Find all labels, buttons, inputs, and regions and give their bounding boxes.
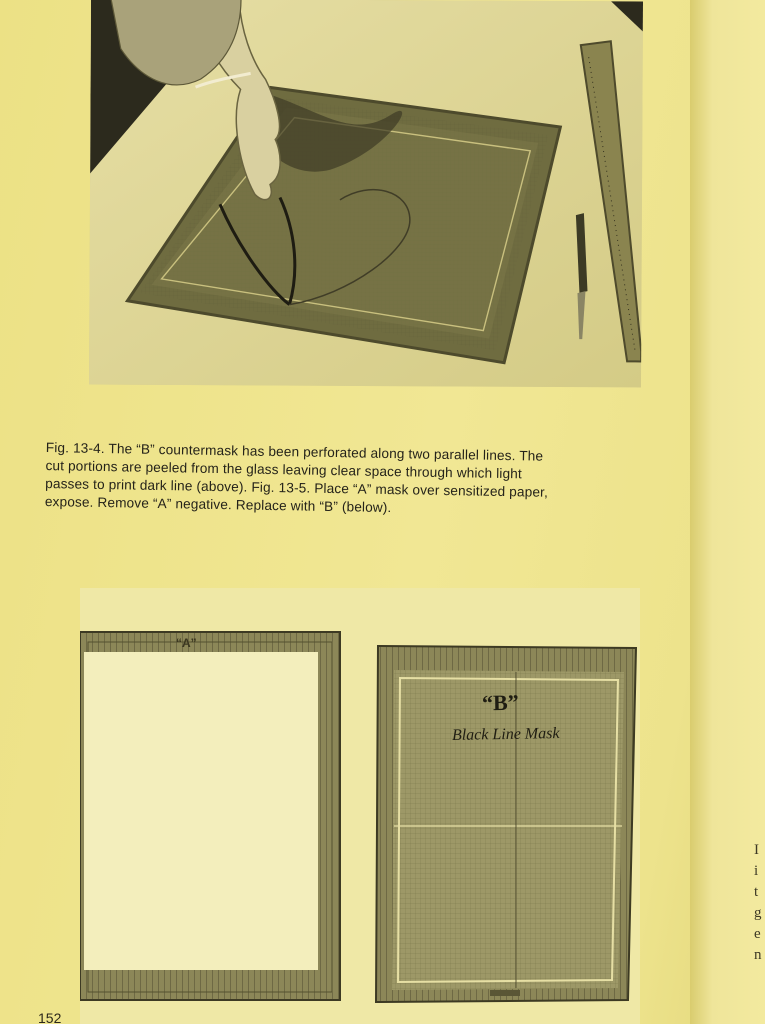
caption-line: passes to print dark line (above). Fig. 13-5. Place “A” mask over sensitized paper,: [45, 475, 549, 500]
caption-line: cut portions are peeled from the glass leaving clear space through which light: [45, 457, 523, 482]
figure-13-4-photo: [89, 0, 643, 387]
figure-13-5-photo: [80, 588, 640, 1024]
page-number: 152: [38, 1010, 62, 1024]
caption-line: expose. Remove “A” negative. Replace with “B” (below).: [44, 493, 392, 516]
caption-line: Fig. 13-4. The “B” countermask has been perforated along two parallel lines. The: [45, 439, 544, 464]
mask-a-label: “A”: [176, 636, 197, 650]
figure-caption: [45, 439, 674, 522]
mask-b-subtitle: Black Line Mask: [451, 725, 560, 744]
adjacent-page-text: I i t g e n: [754, 842, 762, 963]
mask-b-label: “B”: [481, 689, 519, 716]
